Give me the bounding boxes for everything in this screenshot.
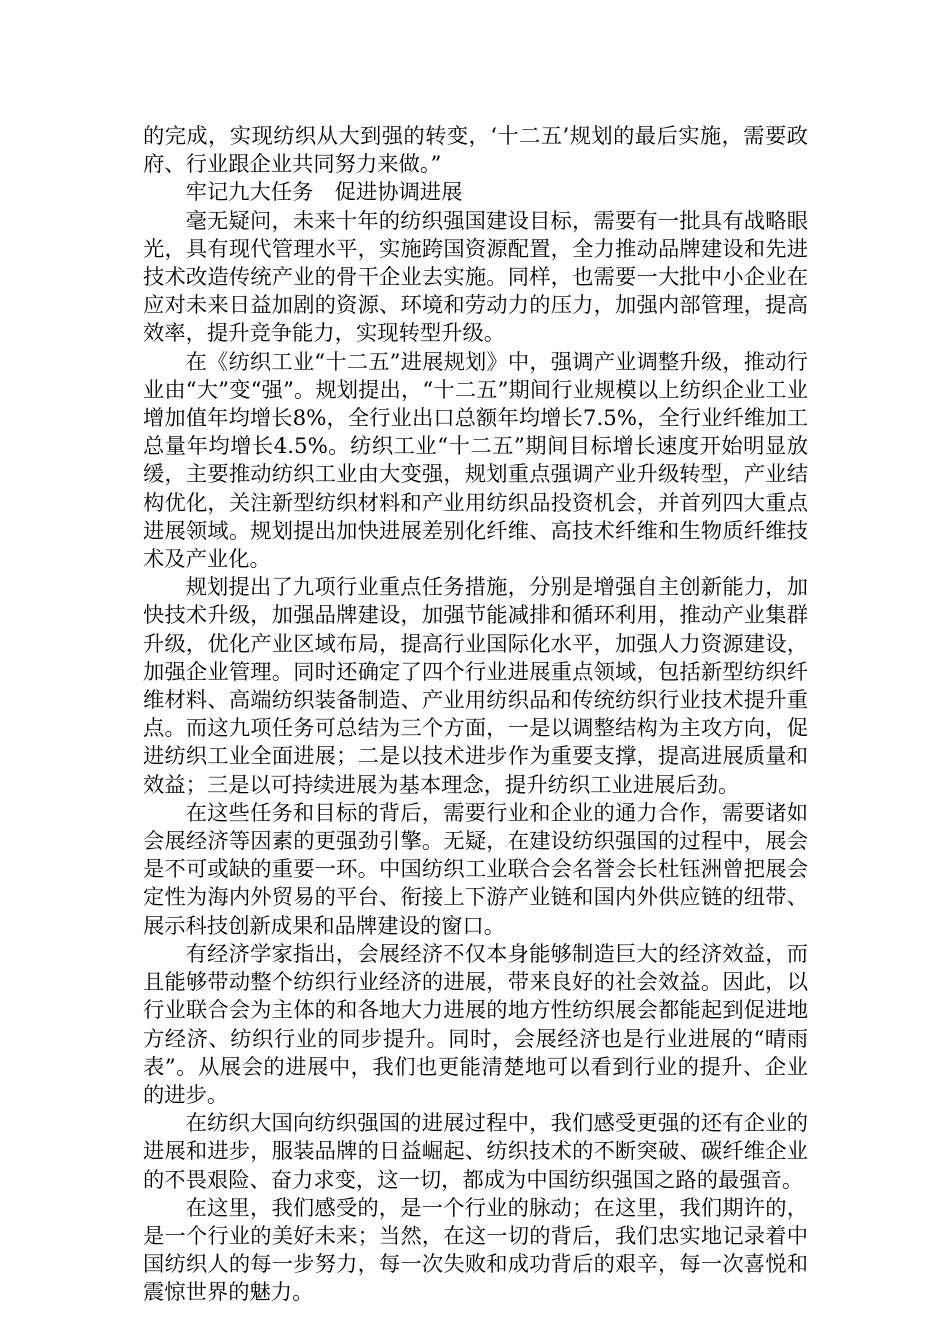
paragraph-7: 在这里，我们感受的，是一个行业的脉动；在这里，我们期许的，是一个行业的美好未来；当然，在这一切的背后，我们忠实地记录着中国纺织人的每一步努力，每一次失败和成功背后的艰辛，每一次喜悦和震惊世界的魅力。 <box>143 1195 808 1306</box>
paragraph-6: 在纺织大国向纺织强国的进展过程中，我们感受更强的还有企业的进展和进步，服装品牌的日益崛起、纺织技术的不断突破、碳纤维企业的不畏艰险、奋力求变，这一切，都成为中国纺织强国之路的最强音。 <box>143 1111 808 1193</box>
section-heading: 牢记九大任务 促进协调进展 <box>185 180 463 206</box>
document-page <box>143 123 808 1308</box>
paragraph-5: 有经济学家指出，会展经济不仅本身能够制造巨大的经济效益，而且能够带动整个纺织行业经济的进展，带来良好的社会效益。因此，以行业联合会为主体的和各地大力进展的地方性纺织展会都能起到促进地方经济、纺织行业的同步提升。同时，会展经济也是行业进展的“晴雨表”。从展会的进展中，我们也更能清楚地可以看到行业的提升、企业的进步。 <box>143 941 808 1108</box>
paragraph-1: 毫无疑问，未来十年的纺织强国建设目标，需要有一批具有战略眼光，具有现代管理水平，实施跨国资源配置，全力推动品牌建设和先进技术改造传统产业的骨干企业去实施。同样，也需要一大批中小企业在应对未来日益加剧的资源、环境和劳动力的压力，加强内部管理，提高效率，提升竞争能力，实现转型升级。 <box>143 208 808 347</box>
paragraph-continuation: 的完成，实现纺织从大到强的转变，‘十二五’规划的最后实施，需要政府、行业跟企业共同努力来做。” <box>143 124 808 178</box>
paragraph-3: 规划提出了九项行业重点任务措施，分别是增强自主创新能力，加快技术升级，加强品牌建设，加强节能减排和循环利用，推动产业集群升级，优化产业区域布局，提高行业国际化水平，加强人力资源建设，加强企业管理。同时还确定了四个行业进展重点领域，包括新型纺织纤维材料、高端纺织装备制造、产业用纺织品和传统纺织行业技术提升重点。而这九项任务可总结为三个方面，一是以调整结构为主攻方向，促进纺织工业全面进展；二是以技术进步作为重要支撑，提高进展质量和效益；三是以可持续进展为基本理念，提升纺织工业进展后劲。 <box>143 575 808 798</box>
paragraph-4: 在这些任务和目标的背后，需要行业和企业的通力合作，需要诸如会展经济等因素的更强劲引擎。无疑，在建设纺织强国的过程中，展会是不可或缺的重要一环。中国纺织工业联合会名誉会长杜钰洲曾把展会定性为海内外贸易的平台、衔接上下游产业链和国内外供应链的纽带、展示科技创新成果和品牌建设的窗口。 <box>143 800 808 939</box>
paragraph-2: 在《纺织工业“十二五”进展规划》中，强调产业调整升级，推动行业由“大”变“强”。规划提出，“十二五”期间行业规模以上纺织企业工业增加值年均增长8%，全行业出口总额年均增长7.5%，全行业纤维加工总量年均增长4.5%。纺织工业“十二五”期间目标增长速度开始明显放缓，主要推动纺织工业由大变强，规划重点强调产业升级转型，产业结构优化，关注新型纺织材料和产业用纺织品投资机会，并首列四大重点进展领域。规划提出加快进展差别化纤维、高技术纤维和生物质纤维技术及产业化。 <box>143 349 808 573</box>
